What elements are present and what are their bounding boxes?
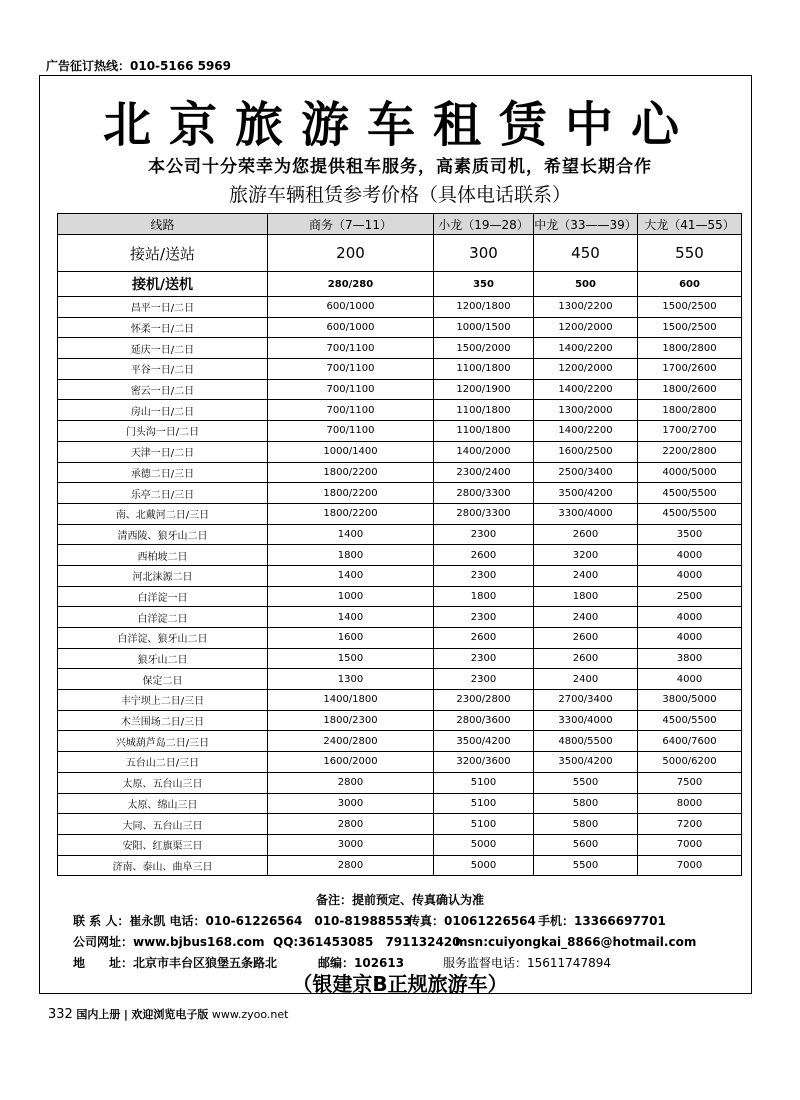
table-cell: 1800/2800 bbox=[638, 400, 742, 421]
footer-url[interactable]: www.zyoo.net bbox=[211, 1008, 289, 1021]
table-cell: 平谷一日/二日 bbox=[58, 359, 268, 380]
table-cell: 1800/2200 bbox=[268, 503, 434, 524]
table-row bbox=[58, 359, 742, 380]
table-cell: 700/1100 bbox=[268, 379, 434, 400]
contact-line-2 bbox=[73, 933, 696, 950]
table-cell: 3500/4200 bbox=[534, 483, 638, 504]
table-cell: 1400/2000 bbox=[434, 441, 534, 462]
table-cell: 1500/2500 bbox=[638, 297, 742, 318]
table-cell: 3500/4200 bbox=[434, 731, 534, 752]
brand-slogan: （银建京B正规旅游车） bbox=[292, 972, 508, 996]
table-cell: 白洋淀一日 bbox=[58, 586, 268, 607]
table-cell: 5500 bbox=[534, 772, 638, 793]
table-cell: 1400 bbox=[268, 524, 434, 545]
table-cell: 1500 bbox=[268, 648, 434, 669]
table-cell: 2400 bbox=[534, 669, 638, 690]
table-cell: 3300/4000 bbox=[534, 710, 638, 731]
table-cell: 4000 bbox=[638, 565, 742, 586]
table-cell: 4000 bbox=[638, 669, 742, 690]
table-row bbox=[58, 814, 742, 835]
table-cell: 太原、绵山三日 bbox=[58, 793, 268, 814]
table-cell: 600/1000 bbox=[268, 297, 434, 318]
table-cell: 狼牙山二日 bbox=[58, 648, 268, 669]
table-row bbox=[58, 793, 742, 814]
table-cell: 门头沟一日/二日 bbox=[58, 421, 268, 442]
table-cell: 密云一日/二日 bbox=[58, 379, 268, 400]
table-cell: 2800 bbox=[268, 772, 434, 793]
table-cell: 3000 bbox=[268, 834, 434, 855]
table-cell: 承德二日/三日 bbox=[58, 462, 268, 483]
table-cell: 4500/5500 bbox=[638, 710, 742, 731]
table-cell: 1000 bbox=[268, 586, 434, 607]
table-cell: 600/1000 bbox=[268, 317, 434, 338]
price-subtitle: 旅游车辆租赁参考价格（具体电话联系） bbox=[228, 184, 571, 206]
table-cell: 1100/1800 bbox=[434, 400, 534, 421]
table-cell: 1800 bbox=[268, 545, 434, 566]
table-cell: 2500 bbox=[638, 586, 742, 607]
table-cell: 乐亭二日/三日 bbox=[58, 483, 268, 504]
table-cell: 2300/2400 bbox=[434, 462, 534, 483]
table-cell: 1600 bbox=[268, 628, 434, 649]
table-cell: 200 bbox=[268, 235, 434, 272]
table-cell: 5600 bbox=[534, 834, 638, 855]
table-cell: 2400 bbox=[534, 607, 638, 628]
footer-separator: | bbox=[123, 1008, 128, 1021]
table-cell: 昌平一日/二日 bbox=[58, 297, 268, 318]
contact-address: 地 址：北京市丰台区狼堡五条路北 bbox=[73, 956, 278, 970]
table-cell: 5800 bbox=[534, 793, 638, 814]
table-row bbox=[58, 690, 742, 711]
table-cell: 2800/3300 bbox=[434, 503, 534, 524]
table-row bbox=[58, 441, 742, 462]
contact-service-phone: 服务监督电话：15611747894 bbox=[443, 956, 611, 970]
table-cell: 1800/2200 bbox=[268, 462, 434, 483]
table-cell: 白洋淀二日 bbox=[58, 607, 268, 628]
table-cell: 大同、五台山三日 bbox=[58, 814, 268, 835]
page-title: 北京旅游车租赁中心 bbox=[102, 97, 697, 153]
table-cell: 5100 bbox=[434, 793, 534, 814]
contact-msn: msn:cuiyongkai_8866@hotmail.com bbox=[455, 935, 697, 949]
table-cell: 1000/1500 bbox=[434, 317, 534, 338]
table-cell: 清西陵、狼牙山二日 bbox=[58, 524, 268, 545]
table-row bbox=[58, 297, 742, 318]
table-cell: 五台山二日/三日 bbox=[58, 752, 268, 773]
table-cell: 700/1100 bbox=[268, 338, 434, 359]
table-cell: 2600 bbox=[534, 648, 638, 669]
table-cell: 2800/3600 bbox=[434, 710, 534, 731]
table-cell: 3000 bbox=[268, 793, 434, 814]
table-cell: 1200/1900 bbox=[434, 379, 534, 400]
table-cell: 延庆一日/二日 bbox=[58, 338, 268, 359]
table-cell: 1700/2600 bbox=[638, 359, 742, 380]
table-row bbox=[58, 317, 742, 338]
table-cell: 6400/7600 bbox=[638, 731, 742, 752]
table-cell: 1800/2300 bbox=[268, 710, 434, 731]
table-row bbox=[58, 834, 742, 855]
table-row bbox=[58, 338, 742, 359]
table-header-row bbox=[58, 214, 742, 235]
contact-postcode: 邮编：102613 bbox=[318, 956, 405, 970]
table-cell: 怀柔一日/二日 bbox=[58, 317, 268, 338]
table-row bbox=[58, 462, 742, 483]
table-cell: 1200/2000 bbox=[534, 359, 638, 380]
table-cell: 700/1100 bbox=[268, 359, 434, 380]
table-cell: 1600/2000 bbox=[268, 752, 434, 773]
table-cell: 2600 bbox=[434, 628, 534, 649]
table-cell: 2800 bbox=[268, 814, 434, 835]
table-cell: 4800/5500 bbox=[534, 731, 638, 752]
table-cell: 5800 bbox=[534, 814, 638, 835]
table-cell: 白洋淀、狼牙山二日 bbox=[58, 628, 268, 649]
table-cell: 5100 bbox=[434, 814, 534, 835]
table-cell: 8000 bbox=[638, 793, 742, 814]
table-cell: 1400 bbox=[268, 565, 434, 586]
table-cell: 1400/1800 bbox=[268, 690, 434, 711]
table-cell: 1400/2200 bbox=[534, 421, 638, 442]
table-cell: 济南、泰山、曲阜三日 bbox=[58, 855, 268, 876]
header-large-bus: 大龙（41—55） bbox=[638, 214, 742, 235]
table-cell: 西柏坡二日 bbox=[58, 545, 268, 566]
table-cell: 3200 bbox=[534, 545, 638, 566]
table-cell: 2300 bbox=[434, 669, 534, 690]
table-cell: 5000/6200 bbox=[638, 752, 742, 773]
table-cell: 1800 bbox=[434, 586, 534, 607]
table-cell: 1300/2000 bbox=[534, 400, 638, 421]
table-row bbox=[58, 421, 742, 442]
table-cell: 300 bbox=[434, 235, 534, 272]
table-cell: 接站/送站 bbox=[58, 235, 268, 272]
table-row bbox=[58, 483, 742, 504]
table-cell: 5000 bbox=[434, 834, 534, 855]
note: 备注：提前预定、传真确认为准 bbox=[315, 893, 484, 907]
contact-mobile: 手机：13366697701 bbox=[538, 914, 666, 928]
airport-row bbox=[58, 272, 742, 297]
table-cell: 1400/2200 bbox=[534, 379, 638, 400]
table-cell: 700/1100 bbox=[268, 421, 434, 442]
table-cell: 木兰围场二日/三日 bbox=[58, 710, 268, 731]
header-small-bus: 小龙（19—28） bbox=[434, 214, 534, 235]
table-cell: 2300/2800 bbox=[434, 690, 534, 711]
header-route: 线路 bbox=[58, 214, 268, 235]
table-cell: 兴城葫芦岛二日/三日 bbox=[58, 731, 268, 752]
table-cell: 4500/5500 bbox=[638, 503, 742, 524]
table-cell: 1400 bbox=[268, 607, 434, 628]
contact-website: 公司网址：www.bjbus168.com bbox=[73, 935, 265, 949]
table-cell: 1200/1800 bbox=[434, 297, 534, 318]
table-cell: 3200/3600 bbox=[434, 752, 534, 773]
contact-line-1 bbox=[73, 912, 666, 929]
ad-hotline: 广告征订热线：010-5166 5969 bbox=[46, 59, 232, 73]
table-cell: 房山一日/二日 bbox=[58, 400, 268, 421]
table-cell: 2200/2800 bbox=[638, 441, 742, 462]
footer-promo: 欢迎浏览电子版 bbox=[131, 1008, 209, 1021]
table-cell: 河北涞源二日 bbox=[58, 565, 268, 586]
table-cell: 2700/3400 bbox=[534, 690, 638, 711]
table-cell: 2800/3300 bbox=[434, 483, 534, 504]
table-cell: 550 bbox=[638, 235, 742, 272]
table-cell: 2300 bbox=[434, 565, 534, 586]
table-cell: 350 bbox=[434, 272, 534, 297]
table-cell: 2300 bbox=[434, 524, 534, 545]
table-cell: 7200 bbox=[638, 814, 742, 835]
table-cell: 丰宁坝上二日/三日 bbox=[58, 690, 268, 711]
table-cell: 280/280 bbox=[268, 272, 434, 297]
table-row bbox=[58, 607, 742, 628]
table-cell: 2400 bbox=[534, 565, 638, 586]
table-cell: 450 bbox=[534, 235, 638, 272]
table-row bbox=[58, 524, 742, 545]
contact-fax: 传真：01061226564 bbox=[408, 914, 536, 928]
table-cell: 3500/4200 bbox=[534, 752, 638, 773]
header-business: 商务（7—11） bbox=[268, 214, 434, 235]
table-cell: 太原、五台山三日 bbox=[58, 772, 268, 793]
table-cell: 4500/5500 bbox=[638, 483, 742, 504]
table-cell: 3500 bbox=[638, 524, 742, 545]
table-row bbox=[58, 565, 742, 586]
table-cell: 2600 bbox=[434, 545, 534, 566]
table-cell: 700/1100 bbox=[268, 400, 434, 421]
table-cell: 4000 bbox=[638, 545, 742, 566]
table-cell: 3300/4000 bbox=[534, 503, 638, 524]
table-row bbox=[58, 731, 742, 752]
table-cell: 1200/2000 bbox=[534, 317, 638, 338]
table-cell: 3800 bbox=[638, 648, 742, 669]
table-cell: 1600/2500 bbox=[534, 441, 638, 462]
table-row bbox=[58, 400, 742, 421]
table-cell: 1800/2600 bbox=[638, 379, 742, 400]
table-row bbox=[58, 855, 742, 876]
table-row bbox=[58, 503, 742, 524]
pickup-row bbox=[58, 235, 742, 272]
table-row bbox=[58, 545, 742, 566]
table-cell: 1500/2500 bbox=[638, 317, 742, 338]
page-number: 332 bbox=[48, 1007, 73, 1022]
table-cell: 1500/2000 bbox=[434, 338, 534, 359]
table-cell: 1800 bbox=[534, 586, 638, 607]
footer-section: 国内上册 bbox=[76, 1008, 121, 1021]
table-cell: 7500 bbox=[638, 772, 742, 793]
table-row bbox=[58, 710, 742, 731]
table-cell: 2400/2800 bbox=[268, 731, 434, 752]
table-cell: 天津一日/二日 bbox=[58, 441, 268, 462]
table-cell: 4000 bbox=[638, 628, 742, 649]
table-cell: 2300 bbox=[434, 607, 534, 628]
table-cell: 5500 bbox=[534, 855, 638, 876]
table-cell: 2800 bbox=[268, 855, 434, 876]
table-cell: 1100/1800 bbox=[434, 421, 534, 442]
table-cell: 1800/2800 bbox=[638, 338, 742, 359]
table-cell: 1300 bbox=[268, 669, 434, 690]
table-row bbox=[58, 752, 742, 773]
table-cell: 南、北戴河二日/三日 bbox=[58, 503, 268, 524]
table-row bbox=[58, 648, 742, 669]
table-cell: 3800/5000 bbox=[638, 690, 742, 711]
table-cell: 1400/2200 bbox=[534, 338, 638, 359]
table-cell: 7000 bbox=[638, 855, 742, 876]
header-medium-bus: 中龙（33——39） bbox=[534, 214, 638, 235]
table-cell: 保定二日 bbox=[58, 669, 268, 690]
table-cell: 接机/送机 bbox=[58, 272, 268, 297]
price-table bbox=[57, 213, 742, 876]
table-cell: 1100/1800 bbox=[434, 359, 534, 380]
slogan: 本公司十分荣幸为您提供租车服务，高素质司机，希望长期合作 bbox=[148, 157, 652, 177]
contact-qq: QQ:361453085 791132420 bbox=[273, 935, 461, 949]
table-cell: 500 bbox=[534, 272, 638, 297]
table-row bbox=[58, 628, 742, 649]
table-row bbox=[58, 379, 742, 400]
contact-person-phone: 联 系 人：崔永凯 电话：010-61226564 010-81988553 bbox=[73, 914, 412, 928]
table-cell: 1000/1400 bbox=[268, 441, 434, 462]
table-cell: 600 bbox=[638, 272, 742, 297]
table-cell: 1800/2200 bbox=[268, 483, 434, 504]
table-row bbox=[58, 586, 742, 607]
table-cell: 4000 bbox=[638, 607, 742, 628]
table-cell: 2600 bbox=[534, 524, 638, 545]
table-cell: 2300 bbox=[434, 648, 534, 669]
page-footer bbox=[48, 1006, 288, 1022]
table-cell: 2500/3400 bbox=[534, 462, 638, 483]
table-cell: 5100 bbox=[434, 772, 534, 793]
table-cell: 4000/5000 bbox=[638, 462, 742, 483]
table-cell: 5000 bbox=[434, 855, 534, 876]
table-cell: 1700/2700 bbox=[638, 421, 742, 442]
table-row bbox=[58, 772, 742, 793]
table-cell: 7000 bbox=[638, 834, 742, 855]
table-row bbox=[58, 669, 742, 690]
table-cell: 1300/2200 bbox=[534, 297, 638, 318]
table-cell: 安阳、红旗渠三日 bbox=[58, 834, 268, 855]
table-cell: 2600 bbox=[534, 628, 638, 649]
